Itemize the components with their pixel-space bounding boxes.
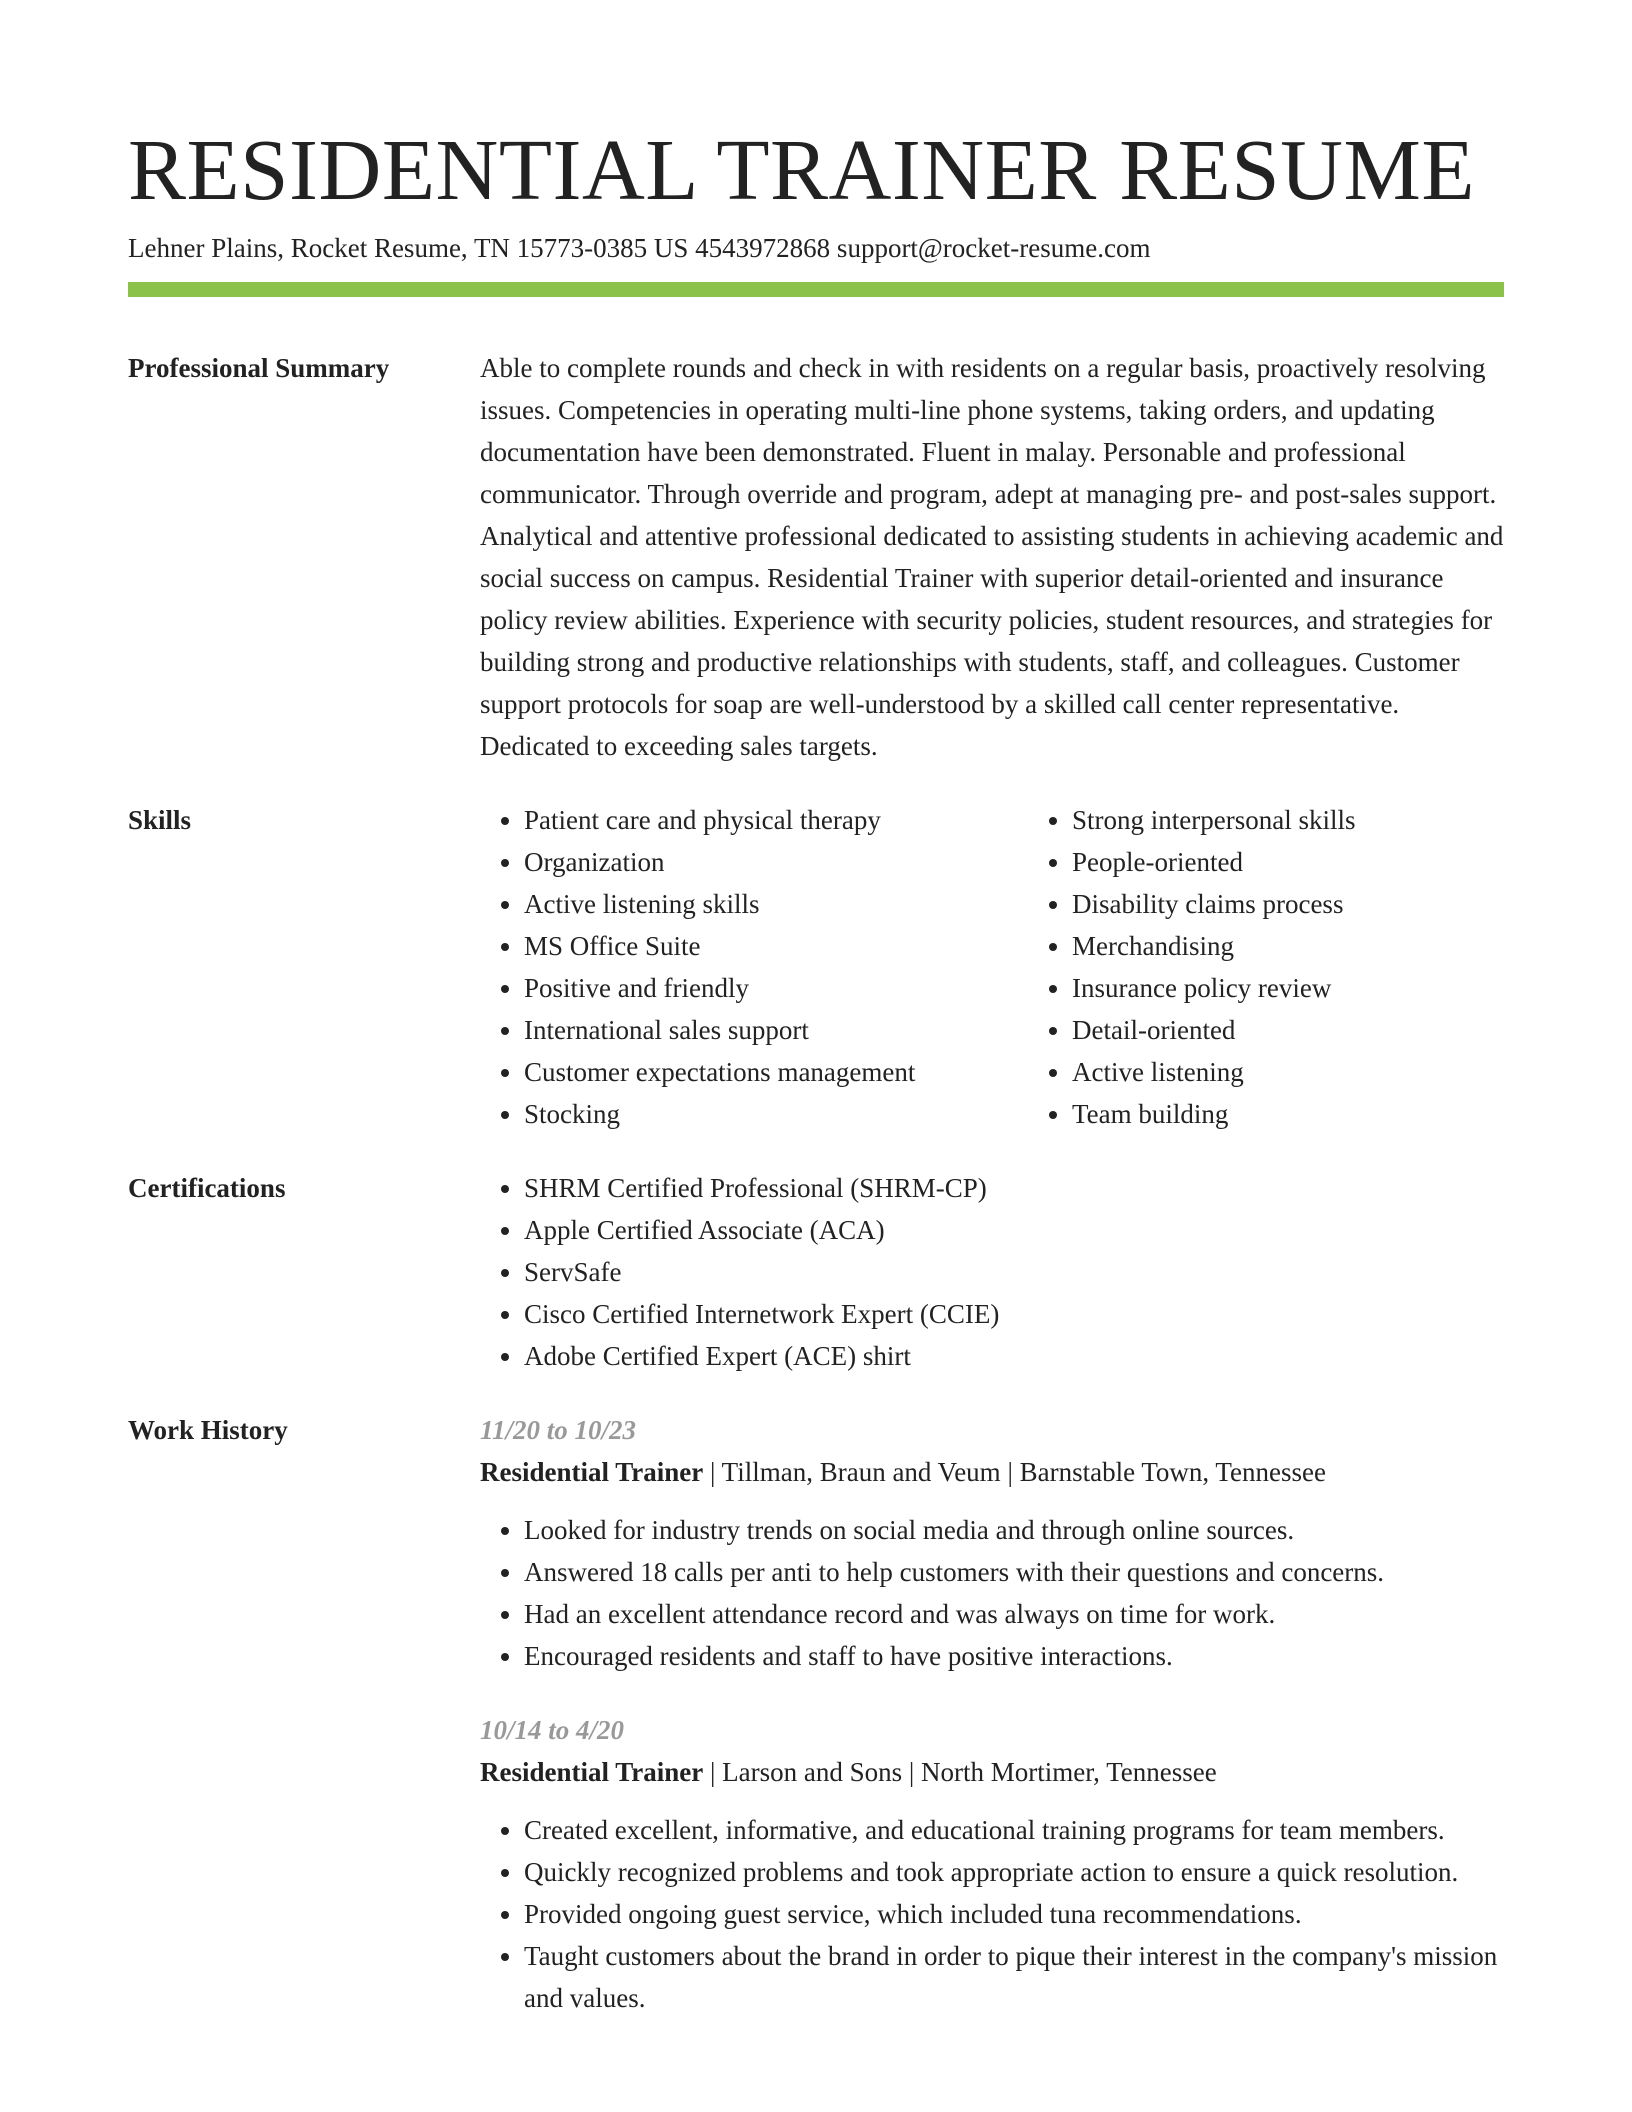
skill-item: • Team building <box>1072 1093 1592 1135</box>
certification-item: • ServSafe <box>524 1251 1504 1293</box>
resume-page <box>128 118 1504 2019</box>
work-history-heading: Work History <box>128 1415 288 1445</box>
job-duty-item: • Looked for industry trends on social media and through online sources. <box>524 1509 1504 1551</box>
work-history-body <box>480 1409 1504 2019</box>
skill-item: • Stocking <box>524 1093 1028 1135</box>
skill-item: • Disability claims process <box>1072 883 1592 925</box>
skills-section <box>128 799 1504 1135</box>
job-separator: | <box>703 1457 722 1487</box>
skill-item: • Organization <box>524 841 1028 883</box>
skill-item: • Detail-oriented <box>1072 1009 1592 1051</box>
skills-body <box>480 799 1592 1135</box>
job-dates: 11/20 to 10/23 <box>480 1415 637 1445</box>
job-separator: | <box>902 1757 922 1787</box>
skill-item: • Active listening <box>1072 1051 1592 1093</box>
job-duty-item: • Answered 18 calls per anti to help customers with their questions and concerns. <box>524 1551 1504 1593</box>
job-duty-item: • Created excellent, informative, and educational training programs for team members. <box>524 1809 1504 1851</box>
skill-item: • Merchandising <box>1072 925 1592 967</box>
skill-item: • Insurance policy review <box>1072 967 1592 1009</box>
job-duty-item: • Quickly recognized problems and took appropriate action to ensure a quick resolution. <box>524 1851 1504 1893</box>
job-location: North Mortimer, Tennessee <box>921 1757 1217 1787</box>
skill-item: • Active listening skills <box>524 883 1028 925</box>
summary-section <box>128 347 1504 767</box>
job-duties-list <box>480 1809 1504 2019</box>
skills-list-right <box>1028 799 1592 1135</box>
skill-item: • Strong interpersonal skills <box>1072 799 1592 841</box>
job-separator: | <box>1000 1457 1020 1487</box>
job-heading <box>480 1751 1504 1793</box>
certification-item: • SHRM Certified Professional (SHRM-CP) <box>524 1167 1504 1209</box>
job-company: Larson and Sons <box>722 1757 903 1787</box>
summary-body <box>480 347 1504 767</box>
job-duty-item: • Taught customers about the brand in order to pique their interest in the company's mission and values. <box>524 1935 1504 2019</box>
job-location: Barnstable Town, Tennessee <box>1019 1457 1326 1487</box>
certification-item: • Adobe Certified Expert (ACE) shirt <box>524 1335 1504 1377</box>
job-duties-list <box>480 1509 1504 1677</box>
skills-list-left <box>480 799 1028 1135</box>
skill-item: • Customer expectations management <box>524 1051 1028 1093</box>
skill-item: • International sales support <box>524 1009 1028 1051</box>
contact-line: Lehner Plains, Rocket Resume, TN 15773-0385 US 4543972868 support@rocket-resume.com <box>128 233 1151 263</box>
certification-item: • Cisco Certified Internetwork Expert (CCIE) <box>524 1293 1504 1335</box>
summary-heading: Professional Summary <box>128 353 390 383</box>
job-duty-item: • Encouraged residents and staff to have positive interactions. <box>524 1635 1504 1677</box>
skill-item: • Positive and friendly <box>524 967 1028 1009</box>
job-dates: 10/14 to 4/20 <box>480 1715 625 1745</box>
skill-item: • Patient care and physical therapy <box>524 799 1028 841</box>
work-history-section <box>128 1409 1504 2019</box>
certification-item: • Apple Certified Associate (ACA) <box>524 1209 1504 1251</box>
resume-title: RESIDENTIAL TRAINER RESUME <box>128 121 1475 218</box>
job-title: Residential Trainer <box>480 1457 704 1487</box>
skills-heading: Skills <box>128 805 192 835</box>
accent-divider <box>128 282 1504 297</box>
certifications-heading: Certifications <box>128 1173 286 1203</box>
certifications-body <box>480 1167 1504 1377</box>
job-separator: | <box>703 1757 723 1787</box>
summary-text: Able to complete rounds and check in with residents on a regular basis, proactively resolving issues. Competencies in operating multi-line phone systems, taking orders, and updating documentation have been demonstrated. Fluent in malay. Personable and professional communicator. Through override and program, adept at managing pre- and post-sales support. Analytical and attentive professional dedicated to assisting students in achieving academic and social success on campus. Residential Trainer with superior detail-oriented and insurance policy review abilities. Experience with security policies, student resources, and strategies for building strong and productive relationships with students, staff, and colleagues. Customer support protocols for soap are well-understood by a skilled call center representative. Dedicated to exceeding sales targets. <box>480 353 1504 761</box>
job-heading <box>480 1451 1504 1493</box>
job-company: Tillman, Braun and Veum <box>721 1457 1001 1487</box>
skill-item: • People-oriented <box>1072 841 1592 883</box>
job-title: Residential Trainer <box>480 1757 704 1787</box>
certifications-section <box>128 1167 1504 1377</box>
job-entry <box>480 1409 1504 1677</box>
skill-item: • MS Office Suite <box>524 925 1028 967</box>
job-duty-item: • Provided ongoing guest service, which included tuna recommendations. <box>524 1893 1504 1935</box>
job-duty-item: • Had an excellent attendance record and was always on time for work. <box>524 1593 1504 1635</box>
job-entry <box>480 1709 1504 2019</box>
certifications-list <box>480 1167 1504 1377</box>
